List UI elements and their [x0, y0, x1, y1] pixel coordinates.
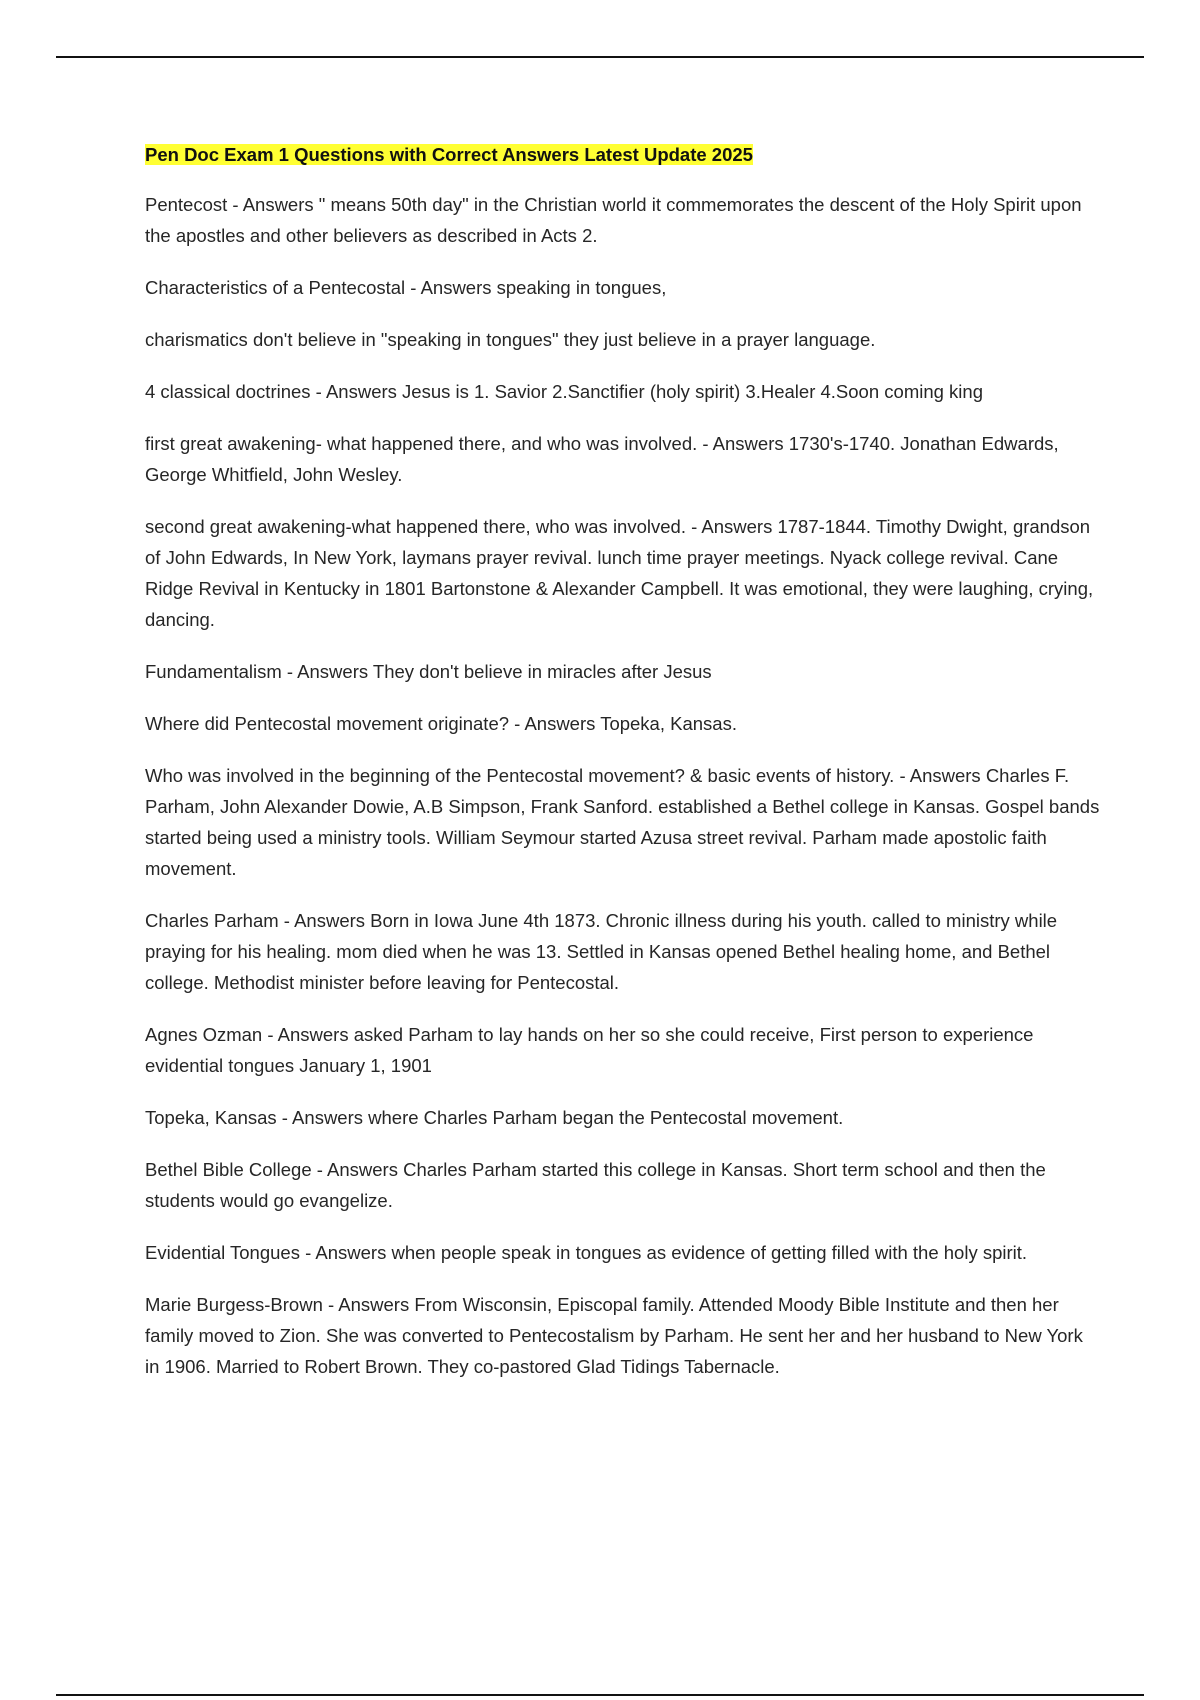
qa-entry-first-great-awakening: first great awakening- what happened there, and who was involved. - Answers 1730's-1740. Jonathan Edwards, George Whitfield, John Wesley.	[145, 433, 1059, 485]
qa-entry-charles-parham: Charles Parham - Answers Born in Iowa June 4th 1873. Chronic illness during his youth. called to ministry while praying for his healing. mom died when he was 13. Settled in Kansas opened Bethel healing home, and Bethel college. Methodist minister before leaving for Pentecostal.	[145, 910, 1058, 993]
qa-entry-charismatics: charismatics don't believe in "speaking in tongues" they just believe in a prayer language.	[145, 329, 876, 350]
qa-entry-marie-burgess-brown: Marie Burgess-Brown - Answers From Wisconsin, Episcopal family. Attended Moody Bible Institute and then her family moved to Zion. She was converted to Pentecostalism by Parham. He sent her and her husband to New York in 1906. Married to Robert Brown. They co-pastored Glad Tidings Tabernacle.	[145, 1294, 1083, 1377]
qa-entry-topeka-kansas: Topeka, Kansas - Answers where Charles Parham began the Pentecostal movement.	[145, 1107, 844, 1128]
qa-entry-classical-doctrines: 4 classical doctrines - Answers Jesus is 1. Savior 2.Sanctifier (holy spirit) 3.Healer 4.Soon coming king	[145, 381, 983, 402]
qa-entry-bethel-bible-college: Bethel Bible College - Answers Charles Parham started this college in Kansas. Short term school and then the students would go evangelize.	[145, 1159, 1046, 1211]
document-title: Pen Doc Exam 1 Questions with Correct Answers Latest Update 2025	[145, 144, 753, 165]
header-rule	[56, 56, 1144, 58]
qa-entry-origin: Where did Pentecostal movement originate? - Answers Topeka, Kansas.	[145, 713, 737, 734]
qa-entry-second-great-awakening: second great awakening-what happened there, who was involved. - Answers 1787-1844. Timothy Dwight, grandson of John Edwards, In New York, laymans prayer revival. lunch time prayer meetings. Nyack college revival. Cane Ridge Revival in Kentucky in 1801 Bartonstone & Alexander Campbell. It was emotional, they were laughing, crying, dancing.	[145, 516, 1094, 630]
document-body	[145, 142, 1100, 1403]
title-line	[145, 142, 1100, 170]
qa-entry-fundamentalism: Fundamentalism - Answers They don't believe in miracles after Jesus	[145, 661, 712, 682]
qa-entry-evidential-tongues: Evidential Tongues - Answers when people speak in tongues as evidence of getting filled with the holy spirit.	[145, 1242, 1028, 1263]
qa-entry-beginning: Who was involved in the beginning of the Pentecostal movement? & basic events of history. - Answers Charles F. Parham, John Alexander Dowie, A.B Simpson, Frank Sanford. established a Bethel college in Kansas. Gospel bands started being used a ministry tools. William Seymour started Azusa street revival. Parham made apostolic faith movement.	[145, 765, 1100, 879]
footer-rule	[56, 1694, 1144, 1696]
qa-entry-pentecost: Pentecost - Answers " means 50th day" in the Christian world it commemorates the descent of the Holy Spirit upon the apostles and other believers as described in Acts 2.	[145, 194, 1082, 246]
qa-entry-agnes-ozman: Agnes Ozman - Answers asked Parham to lay hands on her so she could receive, First person to experience evidential tongues January 1, 1901	[145, 1024, 1034, 1076]
qa-entry-characteristics: Characteristics of a Pentecostal - Answers speaking in tongues,	[145, 277, 667, 298]
